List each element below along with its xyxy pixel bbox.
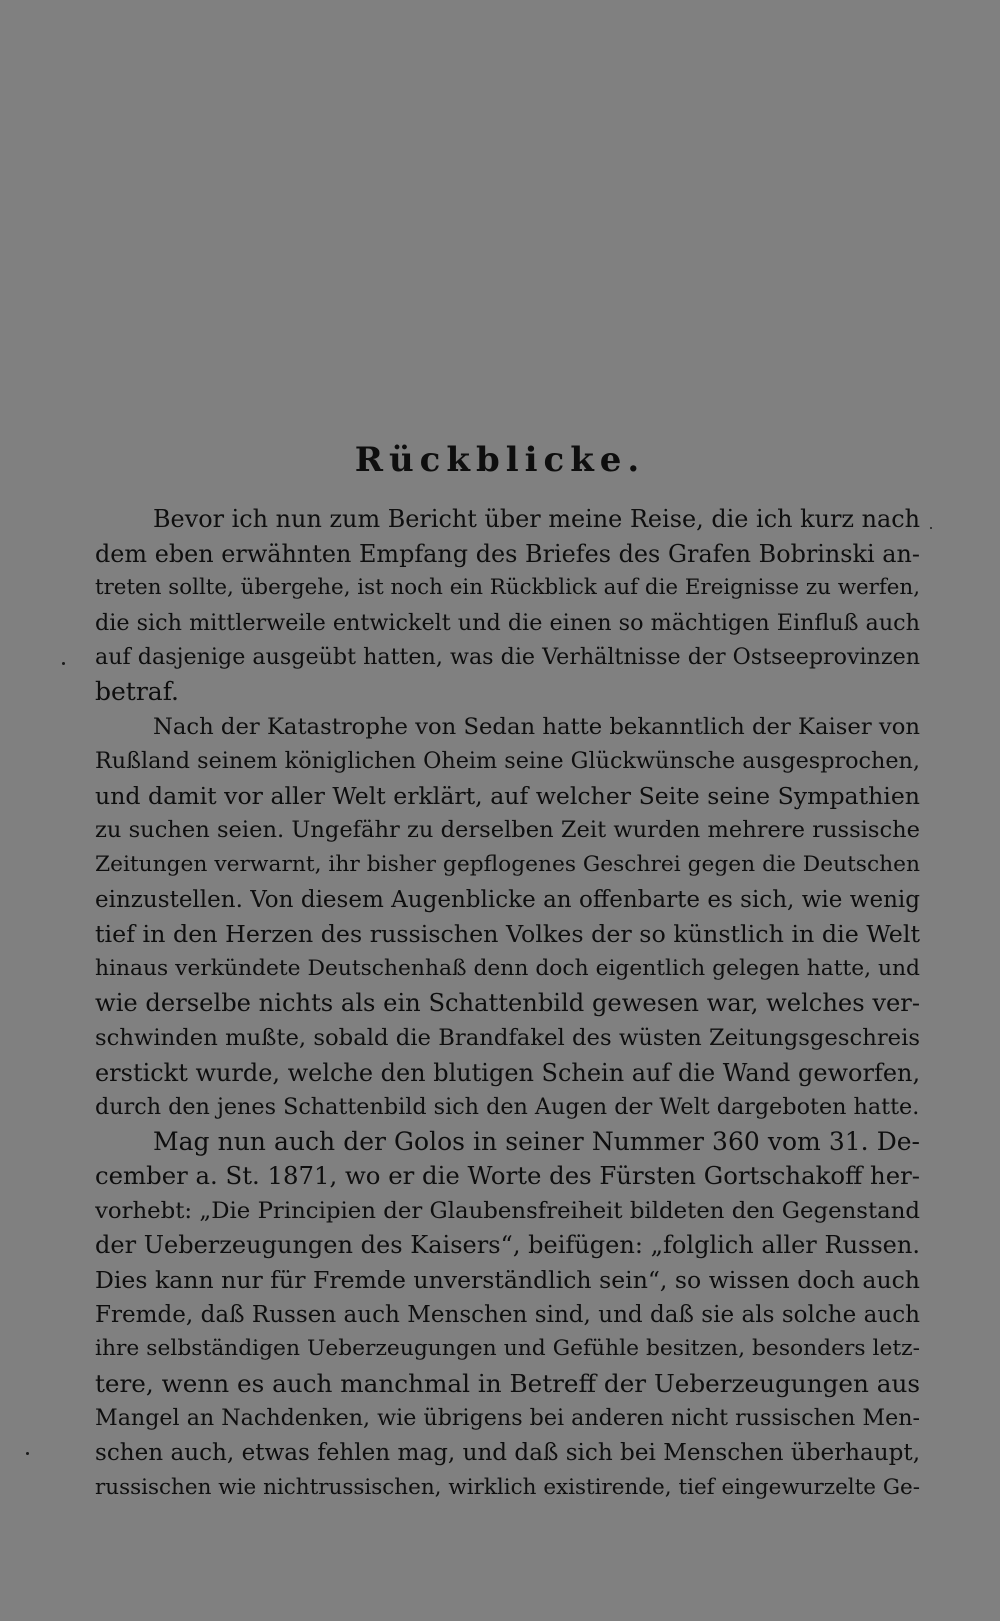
- text-line: zu suchen seien. Ungefähr zu derselben Zeit wurden mehrere russische: [95, 817, 920, 844]
- body-text: [95, 502, 920, 1505]
- text-line: treten sollte, übergehe, ist noch ein Rückblick auf die Ereignisse zu werfen,: [95, 575, 920, 601]
- text-line: die sich mittlerweile entwickelt und die einen so mächtigen Einfluß auch: [95, 609, 920, 636]
- text-line: Rußland seinem königlichen Oheim seine Glückwünsche ausgesprochen,: [95, 748, 920, 775]
- text-line: schen auch, etwas fehlen mag, und daß sich bei Menschen überhaupt,: [95, 1440, 920, 1467]
- text-line: ihre selbständigen Ueberzeugungen und Gefühle besitzen, besonders letz-: [95, 1336, 920, 1362]
- paragraph-3: [95, 1125, 920, 1506]
- text-line: hinaus verkündete Deutschenhaß denn doch eigentlich gelegen hatte, und: [95, 955, 920, 981]
- text-line: der Ueberzeugungen des Kaisers“, beifügen: „folglich aller Russen.: [95, 1231, 920, 1260]
- paragraph-2: [95, 710, 920, 1125]
- text-line: russischen wie nichtrussischen, wirklich existirende, tief eingewurzelte Ge-: [95, 1474, 920, 1500]
- text-line: auf dasjenige ausgeübt hatten, was die Verhältnisse der Ostseeprovinzen: [95, 644, 920, 671]
- text-line: erstickt wurde, welche den blutigen Schein auf die Wand geworfen,: [95, 1058, 920, 1087]
- text-line: betraf.: [95, 676, 180, 706]
- text-line: dem eben erwähnten Empfang des Briefes des Grafen Bobrinski an-: [95, 539, 920, 568]
- text-line: Bevor ich nun zum Bericht über meine Reise, die ich kurz nach: [153, 505, 920, 533]
- text-line: durch den jenes Schattenbild sich den Augen der Welt dargeboten hatte.: [95, 1094, 920, 1121]
- text-line: wie derselbe nichts als ein Schattenbild gewesen war, welches ver-: [95, 989, 920, 1018]
- text-line: einzustellen. Von diesem Augenblicke an offenbarte es sich, wie wenig: [95, 886, 920, 913]
- text-line: Fremde, daß Russen auch Menschen sind, und daß sie als solche auch: [95, 1301, 920, 1328]
- text-line: Mag nun auch der Golos in seiner Nummer 360 vom 31. De-: [153, 1126, 920, 1156]
- text-line: tere, wenn es auch manchmal in Betreff der Ueberzeugungen aus: [95, 1368, 920, 1398]
- text-line: und damit vor aller Welt erklärt, auf welcher Seite seine Sympathien: [95, 781, 920, 810]
- page-title: Rückblicke.: [354, 440, 646, 480]
- scan-speck: [930, 527, 932, 529]
- text-line: cember a. St. 1871, wo er die Worte des Fürsten Gortschakoff her-: [95, 1161, 920, 1191]
- text-line: Dies kann nur für Fremde unverständlich sein“, so wissen doch auch: [95, 1266, 920, 1295]
- text-line: Mangel an Nachdenken, wie übrigens bei anderen nicht russischen Men-: [95, 1405, 920, 1432]
- scan-speck: [26, 1452, 29, 1455]
- text-line: schwinden mußte, sobald die Brandfakel des wüsten Zeitungsgeschreis: [95, 1024, 920, 1051]
- scan-speck: [62, 662, 65, 665]
- text-line: vorhebt: „Die Principien der Glaubensfreiheit bildeten den Gegenstand: [95, 1197, 920, 1224]
- text-line: Nach der Katastrophe von Sedan hatte bekanntlich der Kaiser von: [153, 713, 920, 740]
- text-line: tief in den Herzen des russischen Volkes der so künstlich in die Welt: [95, 920, 920, 949]
- text-line: Zeitungen verwarnt, ihr bisher gepflogenes Geschrei gegen die Deutschen: [95, 851, 920, 877]
- paragraph-1: [95, 502, 920, 710]
